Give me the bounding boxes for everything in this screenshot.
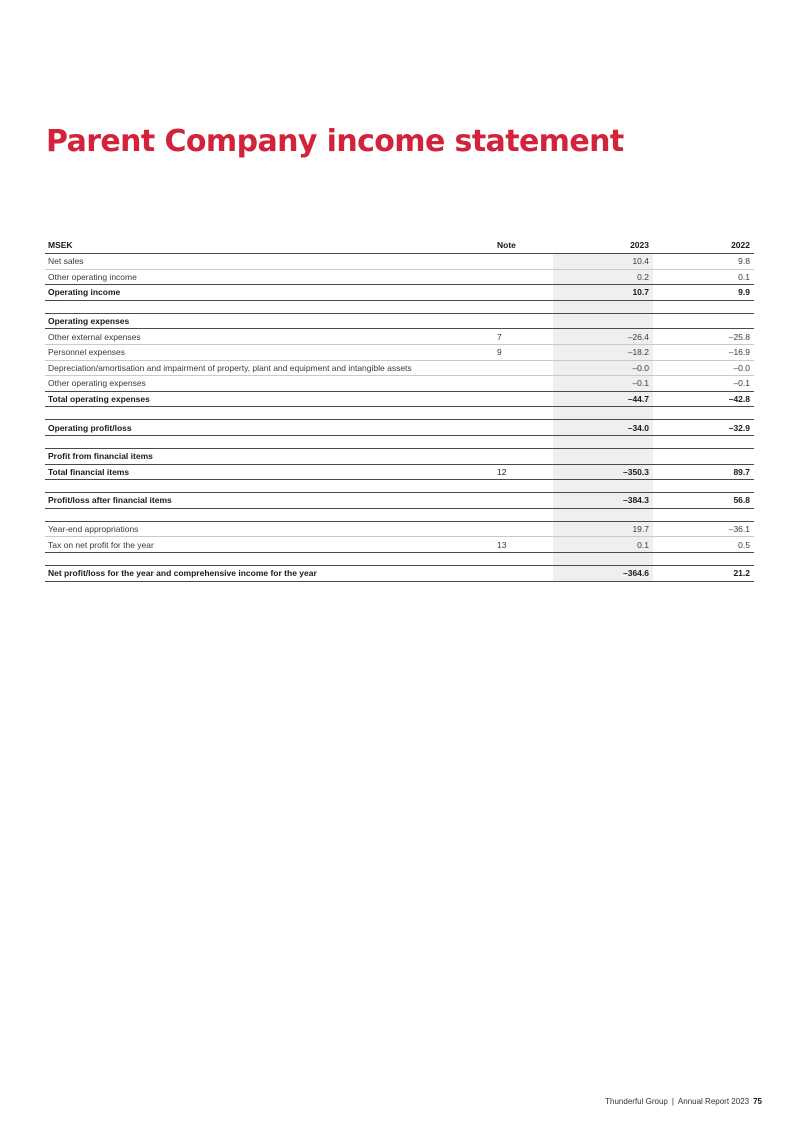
row-value-2023: –0.1: [553, 376, 653, 392]
row-label: Other operating income: [45, 269, 493, 285]
table-row: [45, 329, 754, 345]
table-row: [45, 376, 754, 392]
row-value-2022: –0.0: [653, 360, 754, 376]
row-value-2023: –18.2: [553, 344, 653, 360]
table-row: [45, 269, 754, 285]
row-note: 12: [493, 464, 553, 480]
row-note: 7: [493, 329, 553, 345]
row-value-2022: 0.1: [653, 269, 754, 285]
row-value-2022: –32.9: [653, 420, 754, 436]
income-statement-table: [45, 236, 754, 582]
footer-separator: |: [671, 1097, 674, 1106]
table-section-heading: [45, 448, 754, 464]
row-note: 13: [493, 537, 553, 553]
row-value-2022: 0.5: [653, 537, 754, 553]
header-note: Note: [493, 236, 553, 254]
table-spacer-row: [45, 480, 754, 493]
row-note: 9: [493, 344, 553, 360]
row-value-2022: –36.1: [653, 521, 754, 537]
row-value-2023: –350.3: [553, 464, 653, 480]
row-note: [493, 313, 553, 329]
header-2023: 2023: [553, 236, 653, 254]
table-section-heading: [45, 313, 754, 329]
row-value-2023: 0.2: [553, 269, 653, 285]
row-value-2022: –16.9: [653, 344, 754, 360]
page-title: Parent Company income statement: [46, 124, 624, 159]
row-label: Operating income: [45, 285, 493, 301]
row-label: Net profit/loss for the year and comprehensive income for the year: [45, 565, 493, 581]
table-spacer-row: [45, 407, 754, 420]
row-value-2022: 21.2: [653, 565, 754, 581]
row-value-2023: [553, 448, 653, 464]
table-header-row: [45, 236, 754, 254]
table-row: [45, 360, 754, 376]
footer-report-title: Annual Report 2023: [677, 1097, 750, 1106]
row-label: Other operating expenses: [45, 376, 493, 392]
table-row-total: [45, 420, 754, 436]
row-label: Net sales: [45, 254, 493, 270]
header-msek: MSEK: [45, 236, 493, 254]
row-note: [493, 269, 553, 285]
row-note: [493, 493, 553, 509]
row-value-2022: [653, 448, 754, 464]
row-value-2023: –34.0: [553, 420, 653, 436]
row-label: Total financial items: [45, 464, 493, 480]
page-number: 75: [753, 1097, 762, 1106]
row-label: Other external expenses: [45, 329, 493, 345]
table-spacer-row: [45, 300, 754, 313]
row-value-2022: –42.8: [653, 391, 754, 407]
row-value-2023: 10.4: [553, 254, 653, 270]
row-label: Profit from financial items: [45, 448, 493, 464]
row-label: Year-end appropriations: [45, 521, 493, 537]
table-row-total: [45, 285, 754, 301]
row-value-2023: 0.1: [553, 537, 653, 553]
row-note: [493, 565, 553, 581]
row-note: [493, 420, 553, 436]
table-row-total: [45, 391, 754, 407]
row-note: [493, 360, 553, 376]
row-value-2022: 9.8: [653, 254, 754, 270]
table-spacer-row: [45, 508, 754, 521]
row-value-2023: –0.0: [553, 360, 653, 376]
row-note: [493, 376, 553, 392]
table-row: [45, 344, 754, 360]
table-row: [45, 537, 754, 553]
row-value-2023: –384.3: [553, 493, 653, 509]
row-value-2023: –26.4: [553, 329, 653, 345]
table-row-total: [45, 464, 754, 480]
row-value-2022: 56.8: [653, 493, 754, 509]
page-footer: [605, 1097, 762, 1106]
row-note: [493, 521, 553, 537]
row-value-2022: –0.1: [653, 376, 754, 392]
row-label: Tax on net profit for the year: [45, 537, 493, 553]
footer-company: Thunderful Group: [605, 1097, 668, 1106]
row-value-2022: [653, 313, 754, 329]
table-row: [45, 254, 754, 270]
row-value-2023: –364.6: [553, 565, 653, 581]
row-label: Operating profit/loss: [45, 420, 493, 436]
table-spacer-row: [45, 552, 754, 565]
row-value-2022: 89.7: [653, 464, 754, 480]
row-note: [493, 448, 553, 464]
row-value-2023: 19.7: [553, 521, 653, 537]
row-note: [493, 391, 553, 407]
row-value-2023: [553, 313, 653, 329]
row-value-2023: –44.7: [553, 391, 653, 407]
row-label: Total operating expenses: [45, 391, 493, 407]
row-label: Profit/loss after financial items: [45, 493, 493, 509]
table-row-total: [45, 493, 754, 509]
row-label: Depreciation/amortisation and impairment of property, plant and equipment and intangible assets: [45, 360, 493, 376]
table-spacer-row: [45, 435, 754, 448]
table-row: [45, 521, 754, 537]
row-label: Personnel expenses: [45, 344, 493, 360]
row-value-2022: 9.9: [653, 285, 754, 301]
row-label: Operating expenses: [45, 313, 493, 329]
row-note: [493, 254, 553, 270]
row-note: [493, 285, 553, 301]
row-value-2023: 10.7: [553, 285, 653, 301]
header-2022: 2022: [653, 236, 754, 254]
table-row-total: [45, 565, 754, 581]
row-value-2022: –25.8: [653, 329, 754, 345]
